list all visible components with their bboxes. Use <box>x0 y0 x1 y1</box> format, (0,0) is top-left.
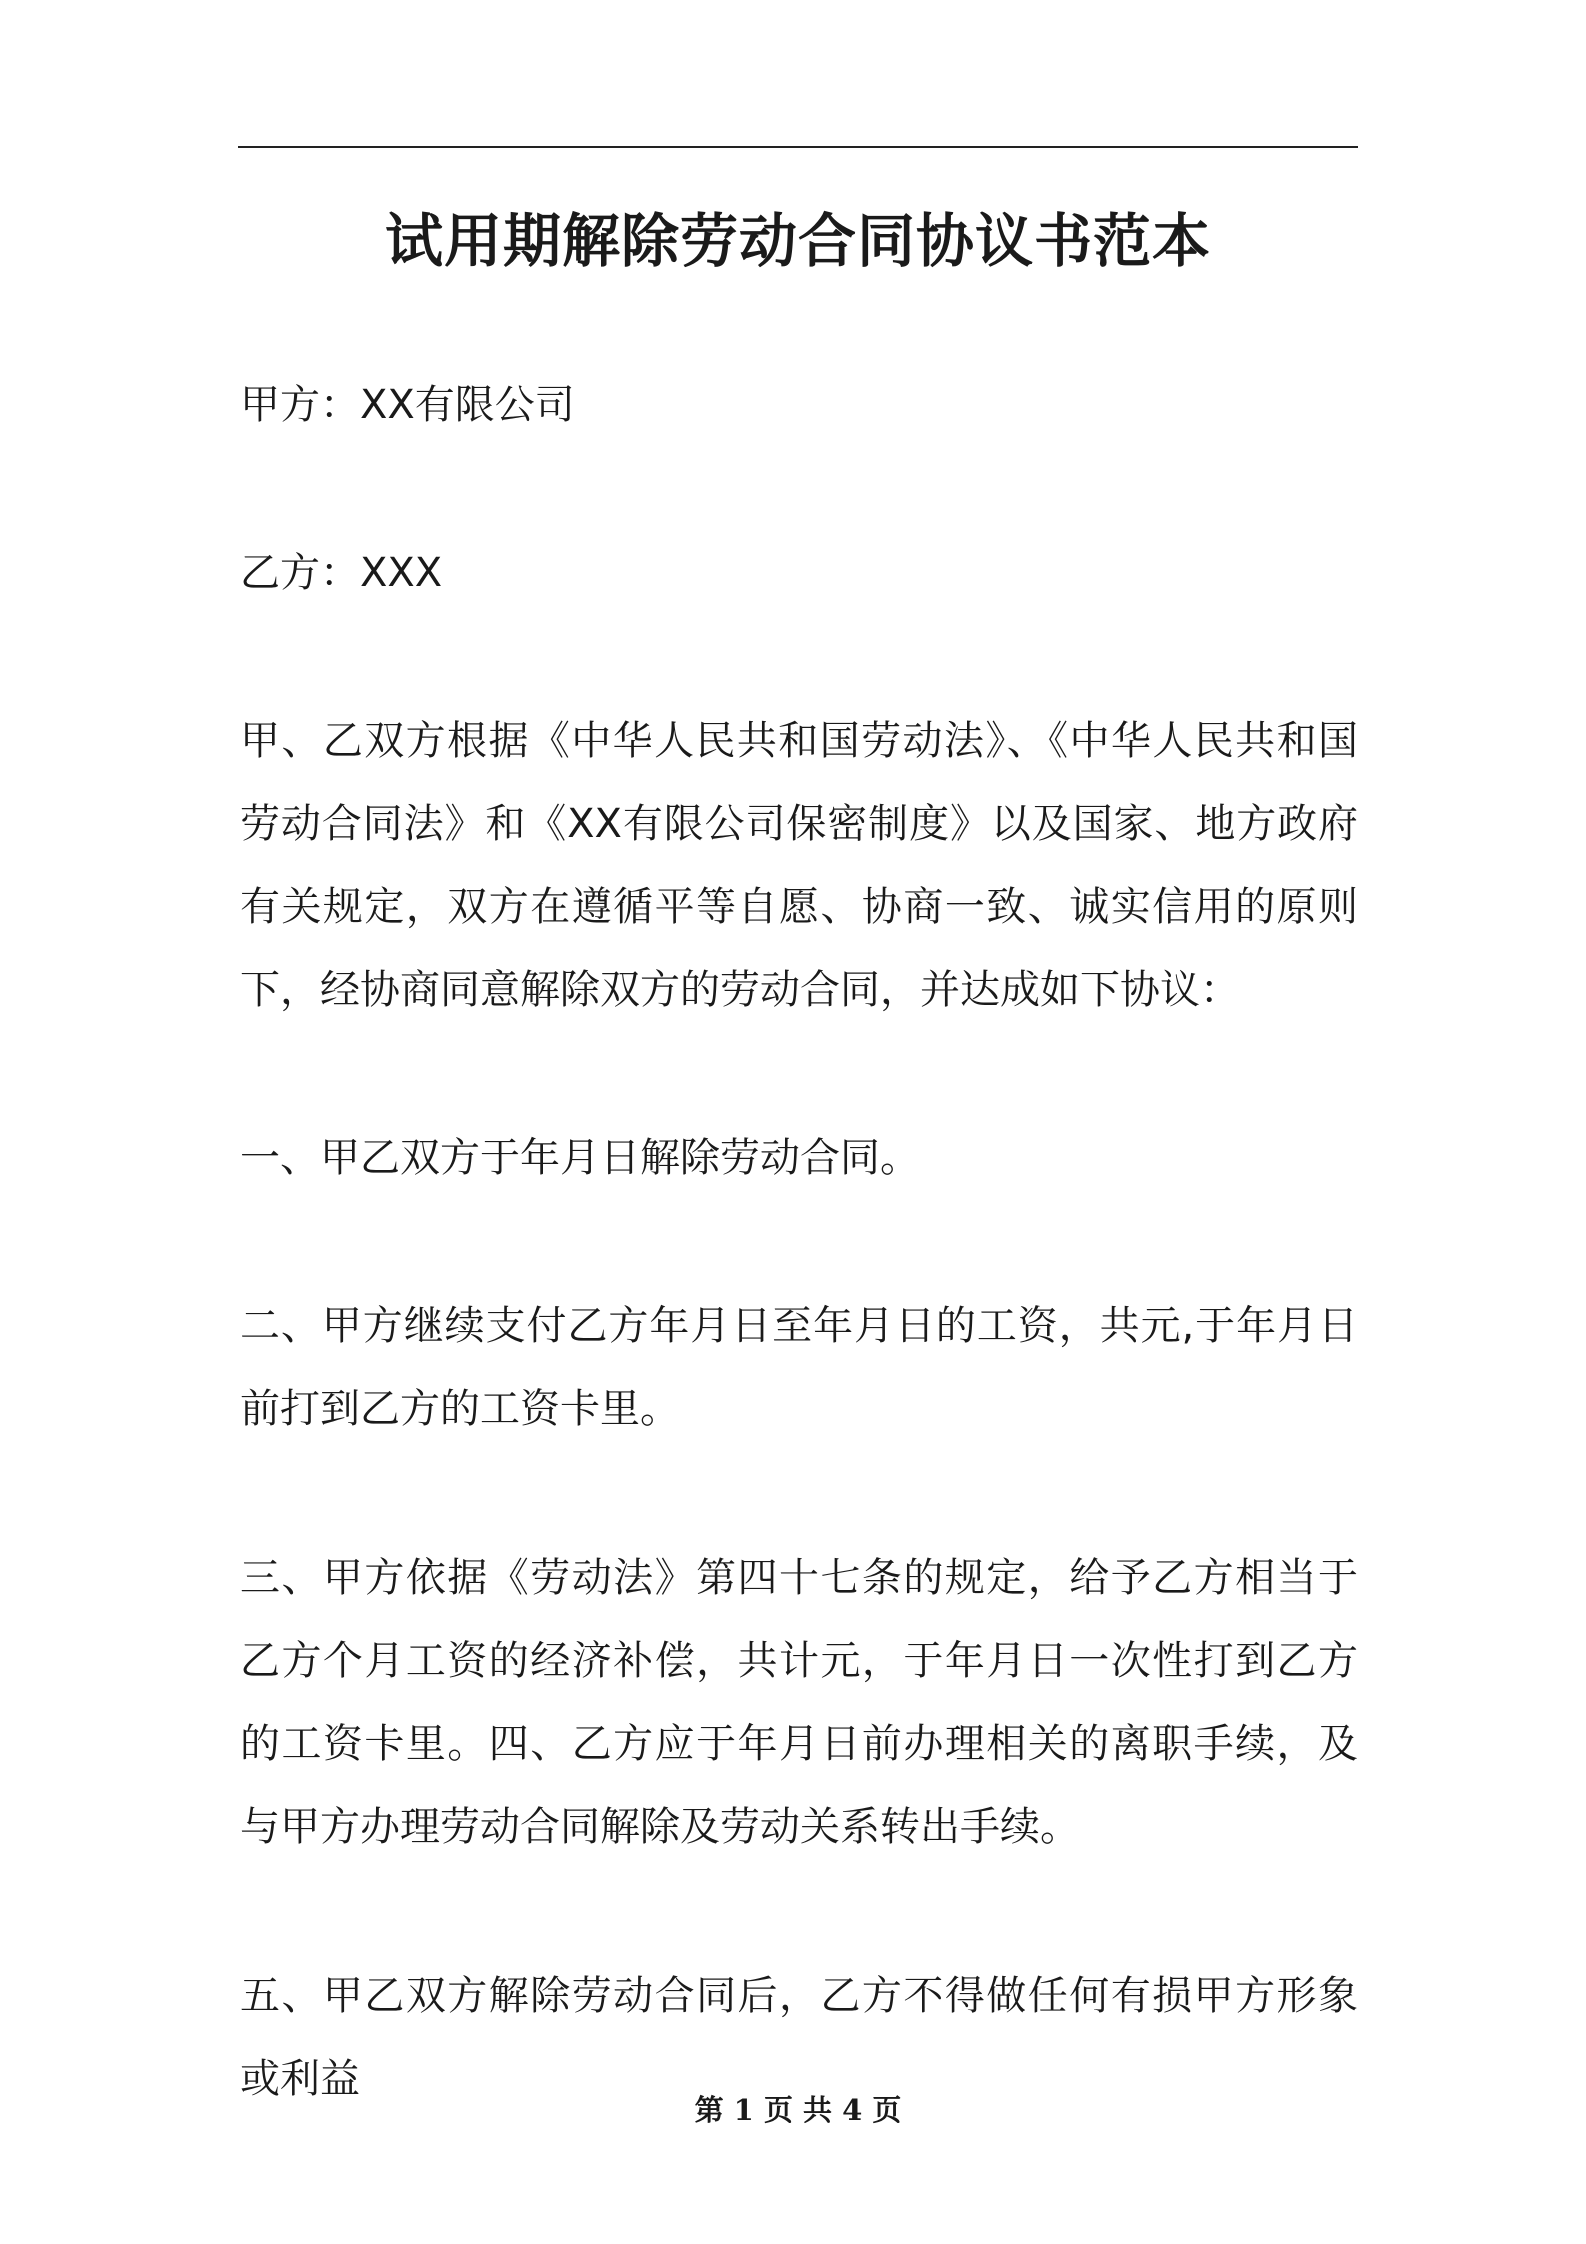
header-rule <box>238 146 1358 148</box>
party-a-line: 甲方：XX有限公司 <box>240 382 575 428</box>
document-title: 试用期解除劳动合同协议书范本 <box>384 207 1211 275</box>
clause-5: 五、甲乙双方解除劳动合同后，乙方不得做任何有损甲方形象或利益 <box>240 1973 1358 2102</box>
party-b-line: 乙方：XXX <box>240 550 443 596</box>
page-footer: 第 1 页 共 4 页 <box>694 2093 902 2127</box>
clause-2: 二、甲方继续支付乙方年月日至年月日的工资，共元,于年月日前打到乙方的工资卡里。 <box>240 1303 1358 1432</box>
clause-1: 一、甲乙双方于年月日解除劳动合同。 <box>240 1135 920 1181</box>
intro-paragraph: 甲、乙双方根据《中华人民共和国劳动法》、《中华人民共和国劳动合同法》和《XX有限公司保密制度》以及国家、地方政府有关规定，双方在遵循平等自愿、协商一致、诚实信用的原则下，经协商同意解除双方的劳动合同，并达成如下协议： <box>240 718 1358 1013</box>
clause-3-4: 三、甲方依据《劳动法》第四十七条的规定，给予乙方相当于乙方个月工资的经济补偿，共计元，于年月日一次性打到乙方的工资卡里。四、乙方应于年月日前办理相关的离职手续，及与甲方办理劳动合同解除及劳动关系转出手续。 <box>240 1555 1358 1850</box>
